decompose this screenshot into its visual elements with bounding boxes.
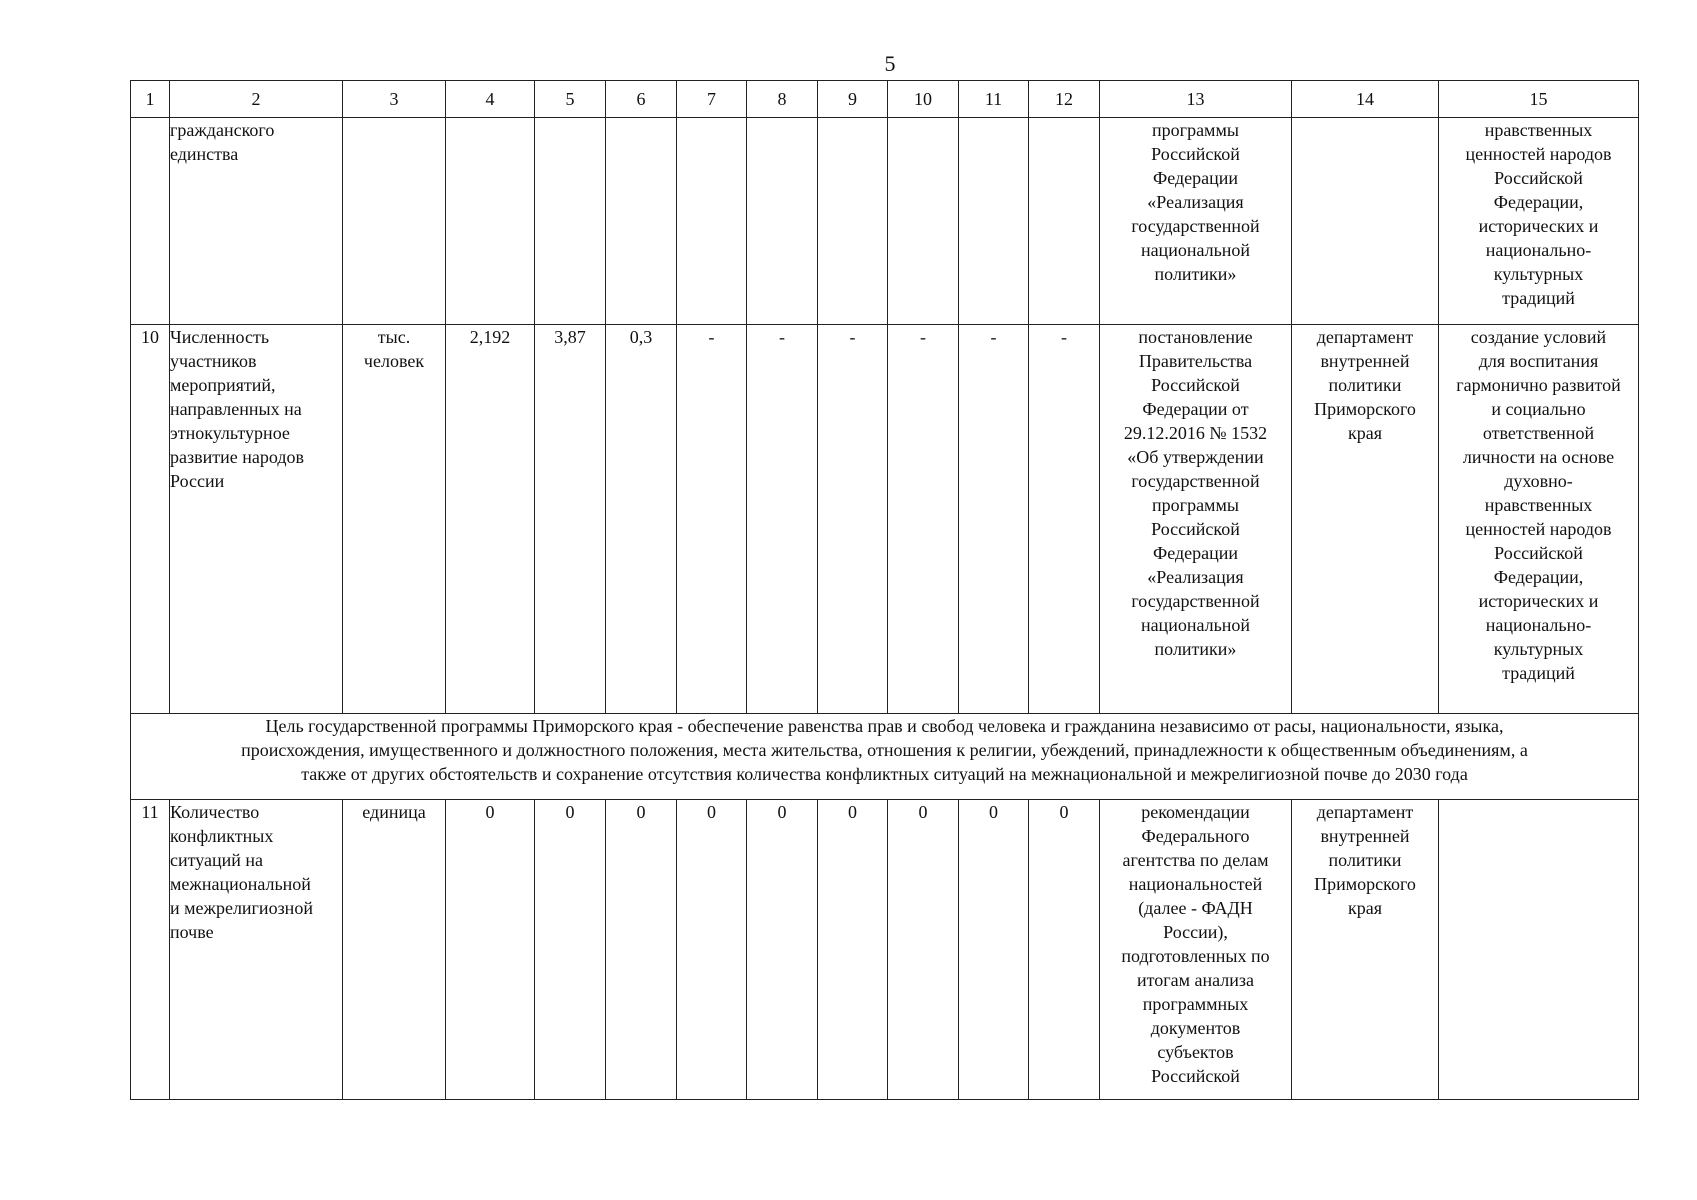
value-cell: 0 — [446, 800, 535, 1100]
value-cell: 3,87 — [535, 325, 606, 714]
responsible-body — [1292, 118, 1439, 325]
row-number — [131, 118, 170, 325]
value-cell: 0 — [535, 800, 606, 1100]
column-number: 11 — [959, 81, 1029, 118]
basis-document: постановление Правительства Российской Федерации от 29.12.2016 № 1532 «Об утверждении государственной программы Российской Федерации «Реализация государственной национальной политики» — [1100, 325, 1292, 714]
unit-cell — [343, 118, 446, 325]
indicator-name: гражданского единства — [170, 118, 343, 325]
goal-row — [131, 714, 1639, 800]
column-number: 2 — [170, 81, 343, 118]
table-row — [131, 118, 1639, 325]
responsible-body: департамент внутренней политики Приморского края — [1292, 325, 1439, 714]
value-cell: - — [747, 325, 818, 714]
expected-effect: создание условий для воспитания гармонично развитой и социально ответственной личности на основе духовно- нравственных ценностей народов Российской Федерации, исторических и национально- культурных традиций — [1439, 325, 1639, 714]
column-number-row — [131, 81, 1639, 118]
expected-effect: нравственных ценностей народов Российской Федерации, исторических и национально- культурных традиций — [1439, 118, 1639, 325]
value-cell: 0 — [888, 800, 959, 1100]
value-cell: 0 — [747, 800, 818, 1100]
row-number: 11 — [131, 800, 170, 1100]
expected-effect — [1439, 800, 1639, 1100]
value-cell: - — [818, 325, 888, 714]
column-number: 12 — [1029, 81, 1100, 118]
value-cell — [888, 118, 959, 325]
value-cell: - — [1029, 325, 1100, 714]
value-cell — [606, 118, 677, 325]
column-number: 1 — [131, 81, 170, 118]
column-number: 10 — [888, 81, 959, 118]
value-cell — [818, 118, 888, 325]
value-cell: 0 — [677, 800, 747, 1100]
value-cell — [747, 118, 818, 325]
program-goal: Цель государственной программы Приморского края - обеспечение равенства прав и свобод человека и гражданина независимо от расы, национальности, языка, происхождения, имущественного и должностного положения, места жительства, отношения к религии, убеждений, принадлежности к общественным объединениям, а также от других обстоятельств и сохранение отсутствия количества конфликтных ситуаций на межнациональной и межрелигиозной почве до 2030 года — [131, 714, 1639, 800]
value-cell: 0 — [959, 800, 1029, 1100]
unit-cell: единица — [343, 800, 446, 1100]
table-row — [131, 325, 1639, 714]
value-cell: 0 — [1029, 800, 1100, 1100]
value-cell: 0 — [818, 800, 888, 1100]
value-cell: 0 — [606, 800, 677, 1100]
table-row — [131, 800, 1639, 1100]
page-number: 5 — [884, 51, 896, 76]
value-cell — [677, 118, 747, 325]
column-number: 3 — [343, 81, 446, 118]
value-cell — [959, 118, 1029, 325]
responsible-body: департамент внутренней политики Приморского края — [1292, 800, 1439, 1100]
value-cell — [1029, 118, 1100, 325]
value-cell: - — [888, 325, 959, 714]
column-number: 14 — [1292, 81, 1439, 118]
basis-document: программы Российской Федерации «Реализация государственной национальной политики» — [1100, 118, 1292, 325]
basis-document: рекомендации Федерального агентства по делам национальностей (далее - ФАДН России), подготовленных по итогам анализа программных документов субъектов Российской — [1100, 800, 1292, 1100]
column-number: 5 — [535, 81, 606, 118]
column-number: 8 — [747, 81, 818, 118]
indicator-name: Количество конфликтных ситуаций на межнациональной и межрелигиозной почве — [170, 800, 343, 1100]
column-number: 9 — [818, 81, 888, 118]
value-cell: 2,192 — [446, 325, 535, 714]
column-number: 13 — [1100, 81, 1292, 118]
column-number: 6 — [606, 81, 677, 118]
indicators-table — [130, 80, 1639, 1100]
indicator-name: Численность участников мероприятий, направленных на этнокультурное развитие народов России — [170, 325, 343, 714]
column-number: 15 — [1439, 81, 1639, 118]
value-cell: - — [677, 325, 747, 714]
column-number: 7 — [677, 81, 747, 118]
value-cell — [446, 118, 535, 325]
column-number: 4 — [446, 81, 535, 118]
value-cell: - — [959, 325, 1029, 714]
unit-cell: тыс. человек — [343, 325, 446, 714]
value-cell — [535, 118, 606, 325]
row-number: 10 — [131, 325, 170, 714]
value-cell: 0,3 — [606, 325, 677, 714]
